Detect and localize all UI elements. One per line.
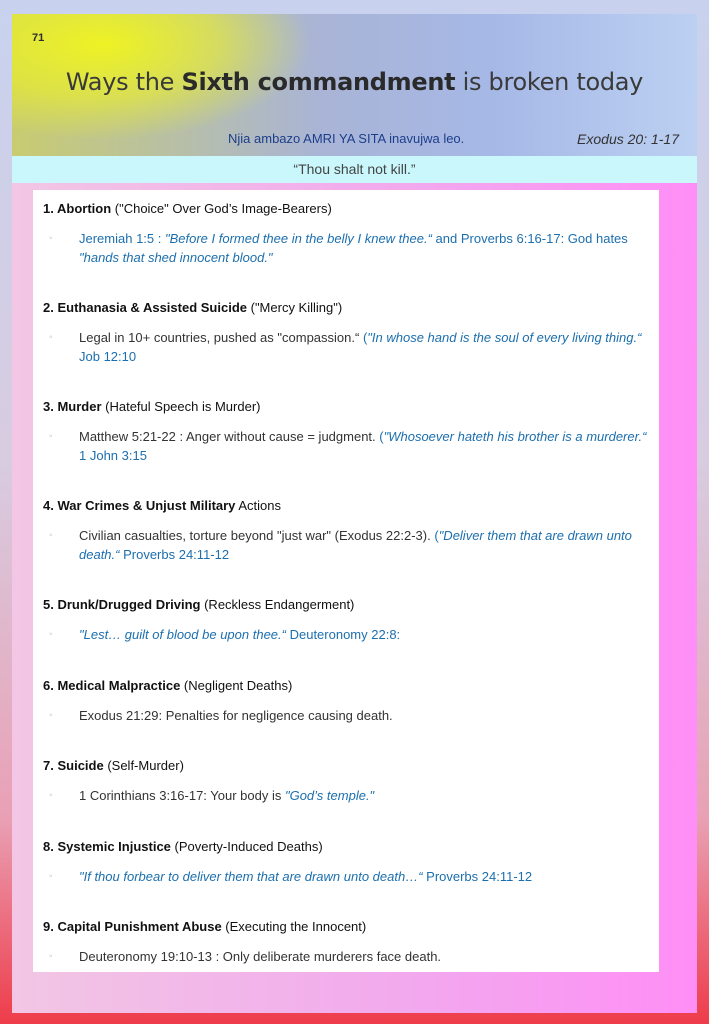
list-item <box>43 398 647 465</box>
bullet-icon: ◦ <box>49 332 53 343</box>
item-detail <box>49 707 647 726</box>
item-detail <box>49 948 647 967</box>
detail-text: Job 12:10 <box>79 348 137 364</box>
detail-text: Proverbs 24:11-12 <box>422 868 533 884</box>
item-heading <box>43 677 647 695</box>
item-heading <box>43 200 647 218</box>
item-number: 2. <box>43 300 58 315</box>
bullet-icon: ◦ <box>49 233 53 244</box>
item-title: Abortion <box>56 201 112 216</box>
detail-text: Deuteronomy 19:10-13 : Only deliberate murderers face death. <box>79 949 442 964</box>
detail-text: and Proverbs 6:16-17: God hates <box>431 231 628 246</box>
swahili-subtitle: Njia ambazo AMRI YA SITA inavujwa leo. <box>228 131 465 146</box>
list-item <box>43 757 647 806</box>
item-number: 3. <box>43 399 58 414</box>
detail-text: ( <box>434 528 439 543</box>
detail-text: ( <box>379 429 384 444</box>
detail-text: "Deliver them that are drawn unto death.“ <box>79 528 632 562</box>
item-subtitle: (Negligent Deaths) <box>180 677 293 693</box>
list-item <box>43 596 647 645</box>
item-subtitle: Actions <box>235 498 281 513</box>
detail-text: Proverbs 24:11-12 <box>119 546 230 562</box>
item-title: War Crimes & Unjust Military <box>57 498 236 513</box>
item-number: 4. <box>43 498 58 513</box>
detail-text: Legal in 10+ countries, pushed as "compassion.“ <box>79 330 363 345</box>
item-number: 5. <box>43 597 58 612</box>
detail-text: Deuteronomy 22:8: <box>285 627 401 642</box>
list-item <box>43 838 647 887</box>
item-subtitle: (Poverty-Induced Deaths) <box>170 838 323 854</box>
detail-text: "hands that shed innocent blood." <box>79 249 273 265</box>
item-heading <box>43 398 647 416</box>
item-title: Medical Malpractice <box>57 677 181 693</box>
item-detail <box>49 626 647 645</box>
item-title: Systemic Injustice <box>57 838 171 854</box>
bullet-icon: ◦ <box>49 870 53 882</box>
item-detail <box>49 329 647 366</box>
page-number: 71 <box>32 32 45 44</box>
item-title: Capital Punishment Abuse <box>57 919 222 934</box>
item-heading <box>43 596 647 614</box>
item-title: Suicide <box>57 758 104 773</box>
detail-text: 1 John 3:15 <box>79 447 147 463</box>
item-subtitle: ("Mercy Killing") <box>247 300 343 315</box>
list-item <box>43 299 647 366</box>
commandment-quote: “Thou shalt not kill.” <box>12 156 697 183</box>
bullet-icon: ◦ <box>49 629 53 640</box>
title-post: is broken today <box>455 68 644 96</box>
detail-text: 1 Corinthians 3:16-17: Your body is <box>79 788 285 803</box>
item-heading <box>43 497 647 515</box>
detail-text: "God’s temple." <box>284 788 375 803</box>
item-subtitle: (Reckless Endangerment) <box>200 597 355 612</box>
detail-text: Matthew 5:21-22 : Anger without cause = judgment. <box>79 429 380 444</box>
detail-text: "In whose hand is the soul of every living thing.“ <box>367 330 642 345</box>
scripture-reference: Exodus 20: 1-17 <box>577 131 679 147</box>
item-subtitle: (Executing the Innocent) <box>221 919 367 934</box>
list-item <box>43 677 647 726</box>
detail-text: "Whosoever hateth his brother is a murderer.“ <box>383 429 647 444</box>
item-number: 8. <box>43 838 58 854</box>
item-detail <box>49 527 647 564</box>
title-bold: Sixth commandment <box>181 68 456 96</box>
item-subtitle: ("Choice" Over God’s Image-Bearers) <box>111 201 332 216</box>
list-item <box>43 918 647 967</box>
detail-text: ( <box>362 330 368 345</box>
item-detail <box>49 230 647 267</box>
item-number: 9. <box>43 919 58 934</box>
bullet-icon: ◦ <box>49 530 53 541</box>
item-number: 1. <box>43 201 57 216</box>
detail-text: Civilian casualties, torture beyond "just war" (Exodus 22:2-3). <box>79 528 435 543</box>
item-heading <box>43 838 647 856</box>
item-title: Drunk/Drugged Driving <box>57 597 201 612</box>
item-number: 7. <box>43 758 58 773</box>
detail-text: "If thou forbear to deliver them that are drawn unto death…“ <box>79 868 423 884</box>
bullet-icon: ◦ <box>49 790 53 801</box>
content-panel <box>33 190 659 972</box>
item-subtitle: (Hateful Speech is Murder) <box>101 399 261 414</box>
item-heading <box>43 299 647 317</box>
header-banner <box>12 14 697 156</box>
list-item <box>43 200 647 267</box>
item-heading <box>43 918 647 936</box>
list-item <box>43 497 647 564</box>
item-title: Euthanasia & Assisted Suicide <box>57 300 247 315</box>
bullet-icon: ◦ <box>49 709 53 721</box>
item-title: Murder <box>57 399 102 414</box>
item-subtitle: (Self-Murder) <box>103 758 184 773</box>
title-pre: Ways the <box>65 68 182 96</box>
detail-text: Exodus 21:29: Penalties for negligence causing death. <box>79 707 393 723</box>
item-number: 6. <box>43 677 58 693</box>
detail-text: "Lest… guilt of blood be upon thee.“ <box>79 627 286 642</box>
item-detail <box>49 868 647 887</box>
item-heading <box>43 757 647 775</box>
bullet-icon: ◦ <box>49 431 53 442</box>
detail-text: "Before I formed thee in the belly I knew thee.“ <box>165 231 432 246</box>
page-title <box>12 68 697 96</box>
item-detail <box>49 428 647 465</box>
bullet-icon: ◦ <box>49 951 53 962</box>
detail-text: Jeremiah 1:5 : <box>79 231 165 246</box>
item-detail <box>49 787 647 806</box>
